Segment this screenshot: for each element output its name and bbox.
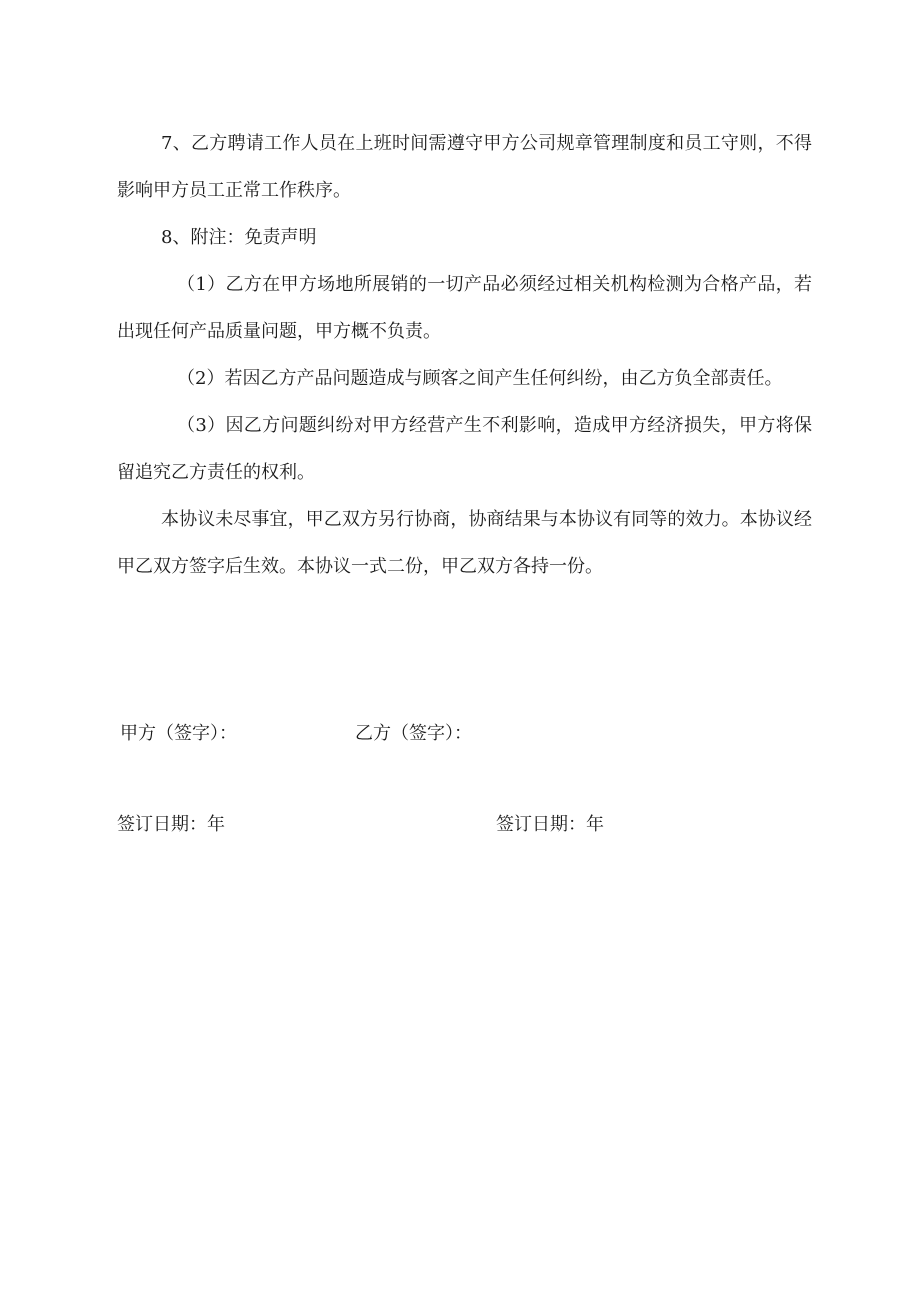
- clause-8-title: 8、附注：免责声明: [161, 227, 317, 248]
- party-b-date-label: 签订日期：年: [496, 814, 604, 835]
- document-body: [117, 120, 812, 590]
- clause-8-item-3: （3）因乙方问题纠纷对甲方经营产生不利影响，造成甲方经济损失，甲方将保留追究乙方责任的权利。: [117, 415, 812, 483]
- party-b-signature-label: 乙方（签字）：: [355, 723, 472, 744]
- clause-8-item-1: （1）乙方在甲方场地所展销的一切产品必须经过相关机构检测为合格产品，若出现任何产品质量问题，甲方概不负责。: [117, 274, 812, 342]
- party-a-date-label: 签订日期：年: [117, 814, 225, 835]
- clause-8-item-2: （2）若因乙方产品问题造成与顾客之间产生任何纠纷，由乙方负全部责任。: [177, 368, 783, 389]
- party-a-signature-label: 甲方（签字）：: [120, 723, 237, 744]
- closing-paragraph: 本协议未尽事宜，甲乙双方另行协商，协商结果与本协议有同等的效力。本协议经甲乙双方签字后生效。本协议一式二份，甲乙双方各持一份。: [117, 509, 812, 577]
- clause-7: 7、乙方聘请工作人员在上班时间需遵守甲方公司规章管理制度和员工守则，不得影响甲方员工正常工作秩序。: [117, 133, 812, 201]
